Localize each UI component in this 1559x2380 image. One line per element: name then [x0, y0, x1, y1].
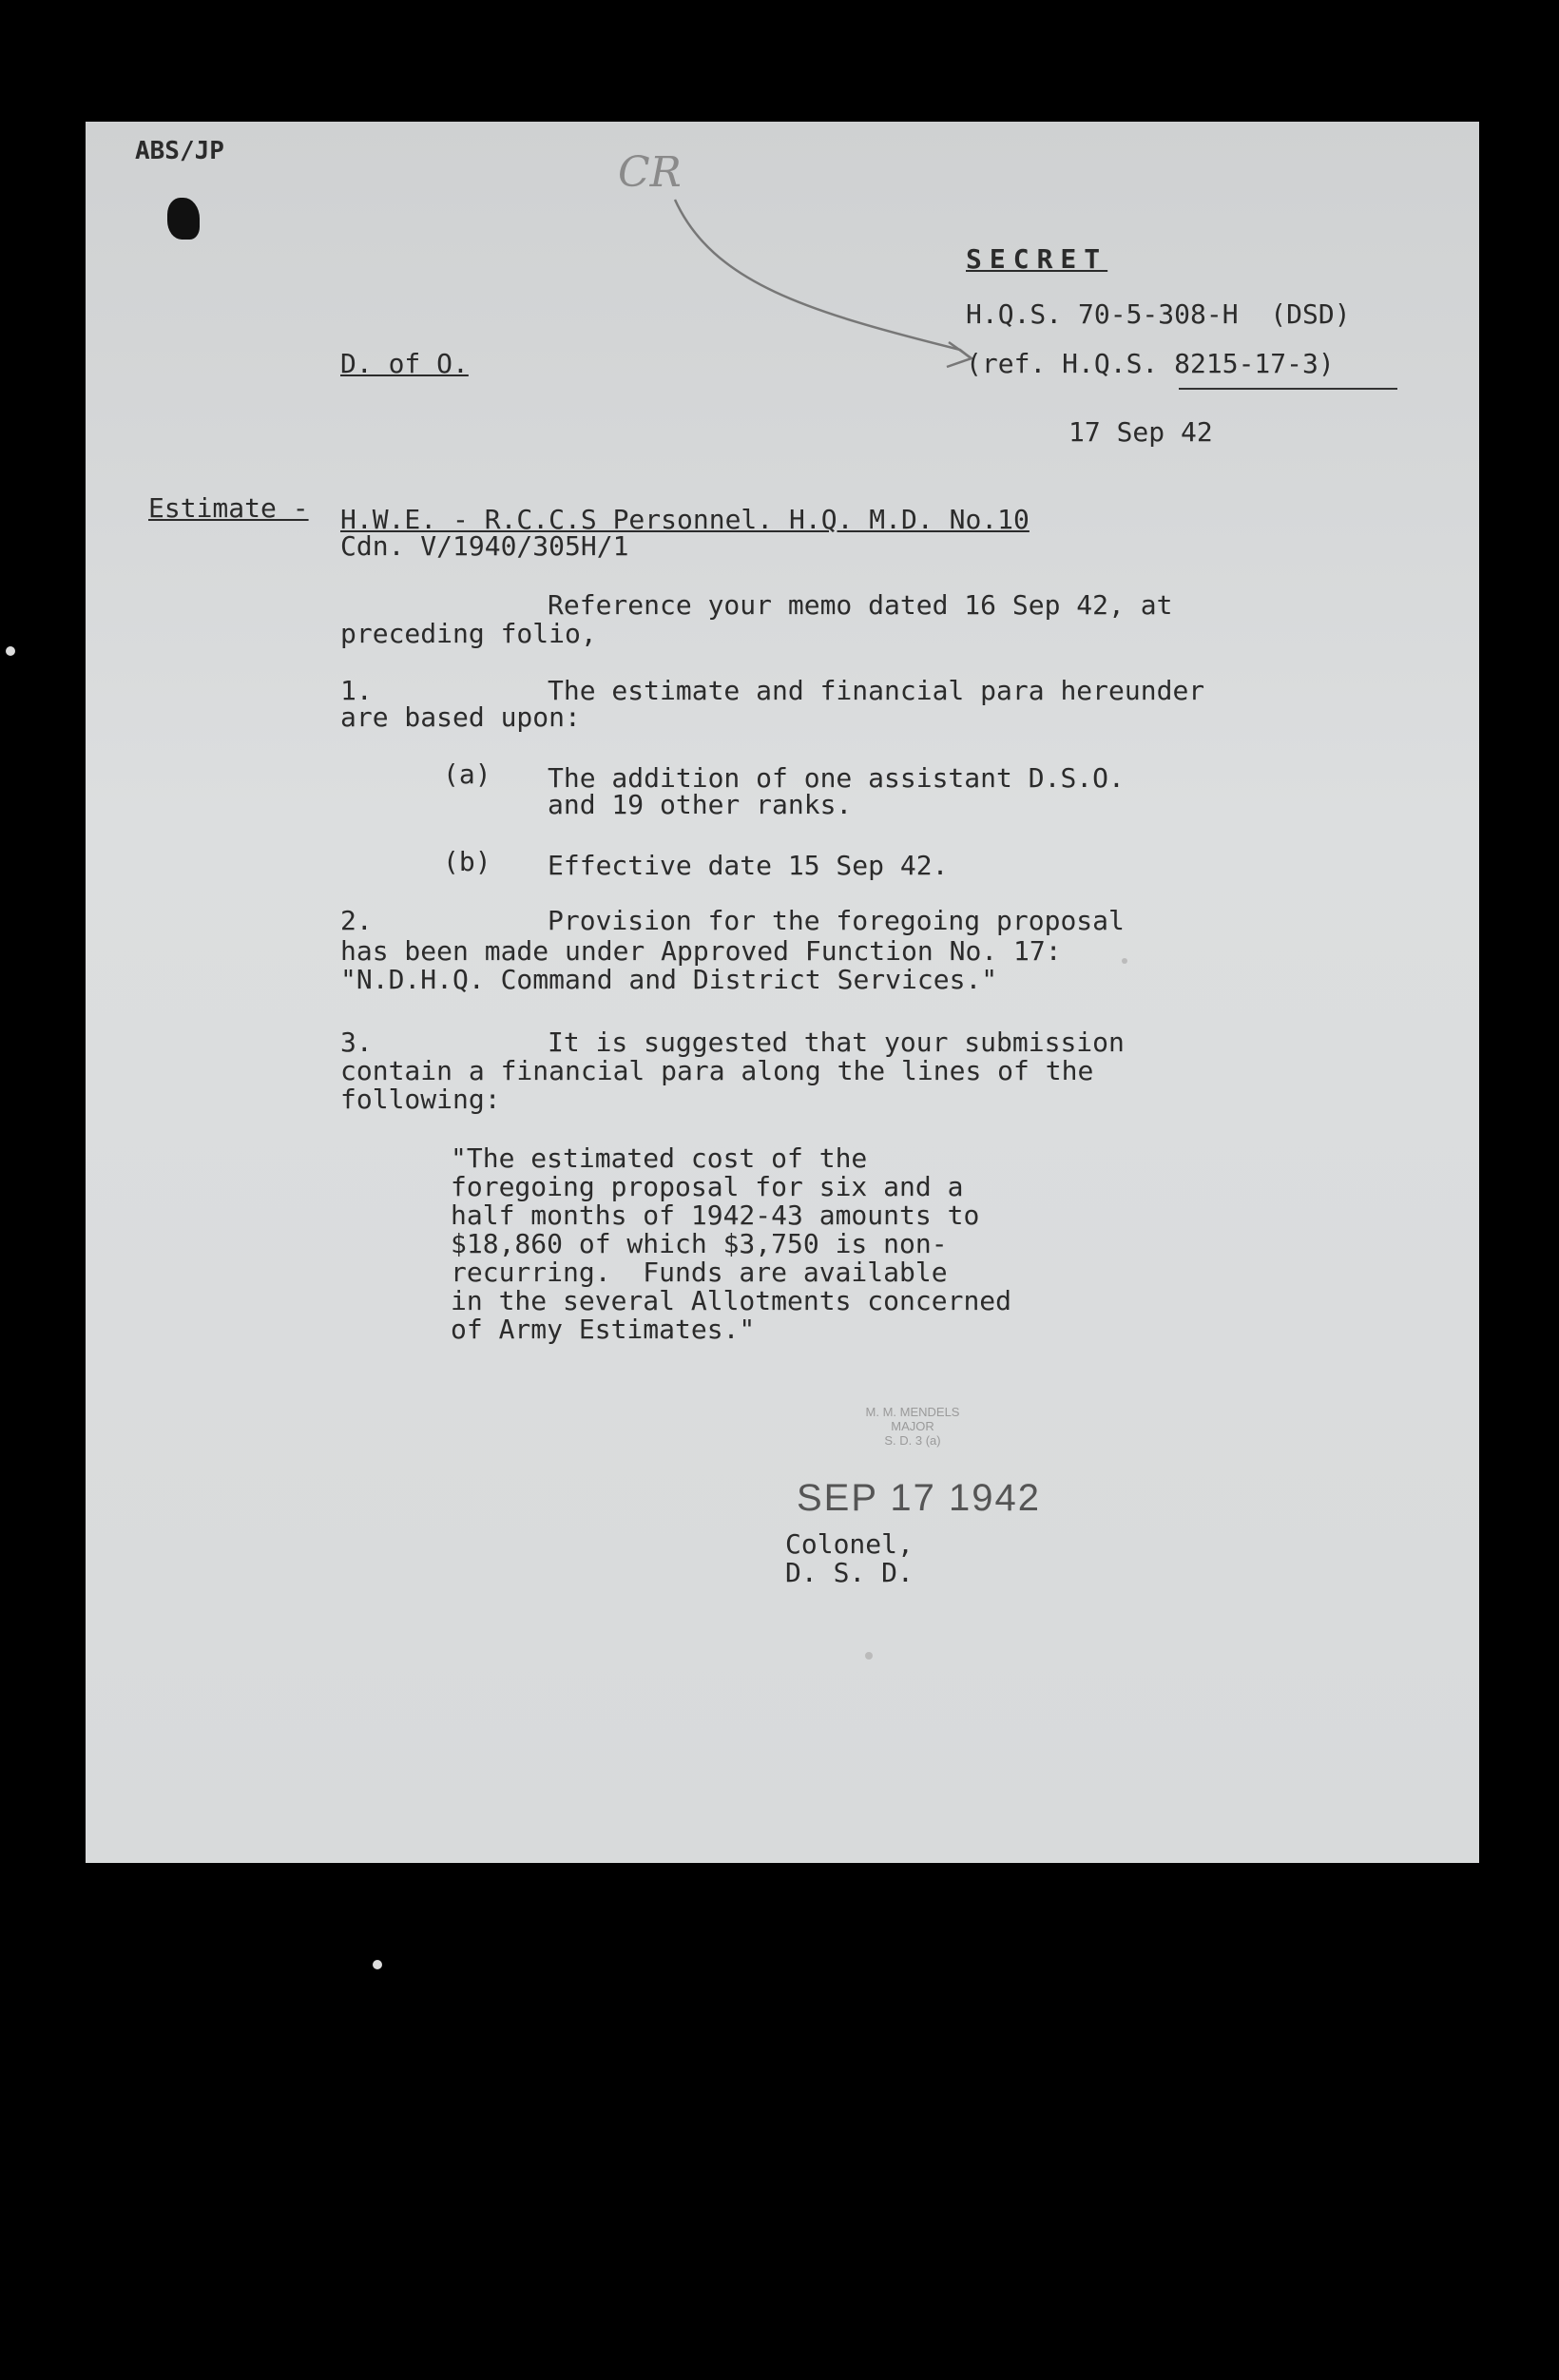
page-speck: [865, 1652, 873, 1660]
handwritten-note: CR: [618, 148, 682, 197]
stamp-name: M. M. MENDELS: [865, 1405, 960, 1419]
item-a-label: (a): [443, 758, 491, 790]
para-3-line-2: contain a financial para along the lines of the: [340, 1055, 1094, 1086]
para-2-number: 2.: [340, 905, 373, 936]
item-a-line-1: The addition of one assistant D.S.O.: [548, 762, 1125, 794]
film-speck: [6, 646, 15, 656]
para-2-line-1: Provision for the foregoing proposal: [548, 905, 1125, 936]
para-3-line-3: following:: [340, 1084, 501, 1115]
para-2-line-2: has been made under Approved Function No. 17:: [340, 935, 1062, 967]
para-1-line-2: are based upon:: [340, 701, 581, 733]
item-a-line-2: and 19 other ranks.: [548, 789, 853, 820]
intro-line-2: preceding folio,: [340, 618, 597, 649]
quote-line-7: of Army Estimates.": [451, 1314, 756, 1345]
officer-stamp: [789, 1405, 1036, 1448]
para-3-line-1: It is suggested that your submission: [548, 1027, 1125, 1058]
initials: ABS/JP: [135, 137, 224, 165]
classification: SECRET: [966, 243, 1108, 275]
subject-line-1: H.W.E. - R.C.C.S Personnel. H.Q. M.D. No.10: [340, 504, 1030, 535]
quote-line-5: recurring. Funds are available: [451, 1257, 948, 1288]
quote-line-1: "The estimated cost of the: [451, 1142, 868, 1174]
quote-line-6: in the several Allotments concerned: [451, 1285, 1012, 1316]
file-reference: H.Q.S. 70-5-308-H (DSD): [966, 298, 1351, 330]
item-b-line-1: Effective date 15 Sep 42.: [548, 850, 949, 881]
signatory-title: Colonel,: [785, 1528, 914, 1560]
quote-line-4: $18,860 of which $3,750 is non-: [451, 1228, 948, 1259]
document-page: [86, 122, 1479, 1863]
stamp-rank: MAJOR: [891, 1419, 934, 1433]
subject-line-2: Cdn. V/1940/305H/1: [340, 530, 629, 562]
quote-line-2: foregoing proposal for six and a: [451, 1171, 964, 1202]
intro-line-1: Reference your memo dated 16 Sep 42, at: [548, 589, 1173, 621]
film-speck: [373, 1960, 382, 1969]
para-1-line-1: The estimate and financial para hereunder: [548, 675, 1205, 706]
para-2-line-3: "N.D.H.Q. Command and District Services.": [340, 964, 998, 995]
page-speck: [1122, 958, 1127, 964]
addressee: D. of O.: [340, 348, 469, 379]
date-stamp: SEP 17 1942: [797, 1477, 1042, 1519]
quote-line-3: half months of 1942-43 amounts to: [451, 1200, 980, 1231]
related-reference: (ref. H.Q.S. 8215-17-3): [966, 348, 1335, 379]
item-b-label: (b): [443, 846, 491, 877]
subject-label: Estimate -: [148, 492, 309, 524]
reference-underline: [1179, 388, 1397, 390]
document-date: 17 Sep 42: [1068, 416, 1213, 448]
stamp-unit: S. D. 3 (a): [884, 1433, 941, 1448]
para-3-number: 3.: [340, 1027, 373, 1058]
para-1-number: 1.: [340, 675, 373, 706]
signatory-office: D. S. D.: [785, 1557, 914, 1588]
